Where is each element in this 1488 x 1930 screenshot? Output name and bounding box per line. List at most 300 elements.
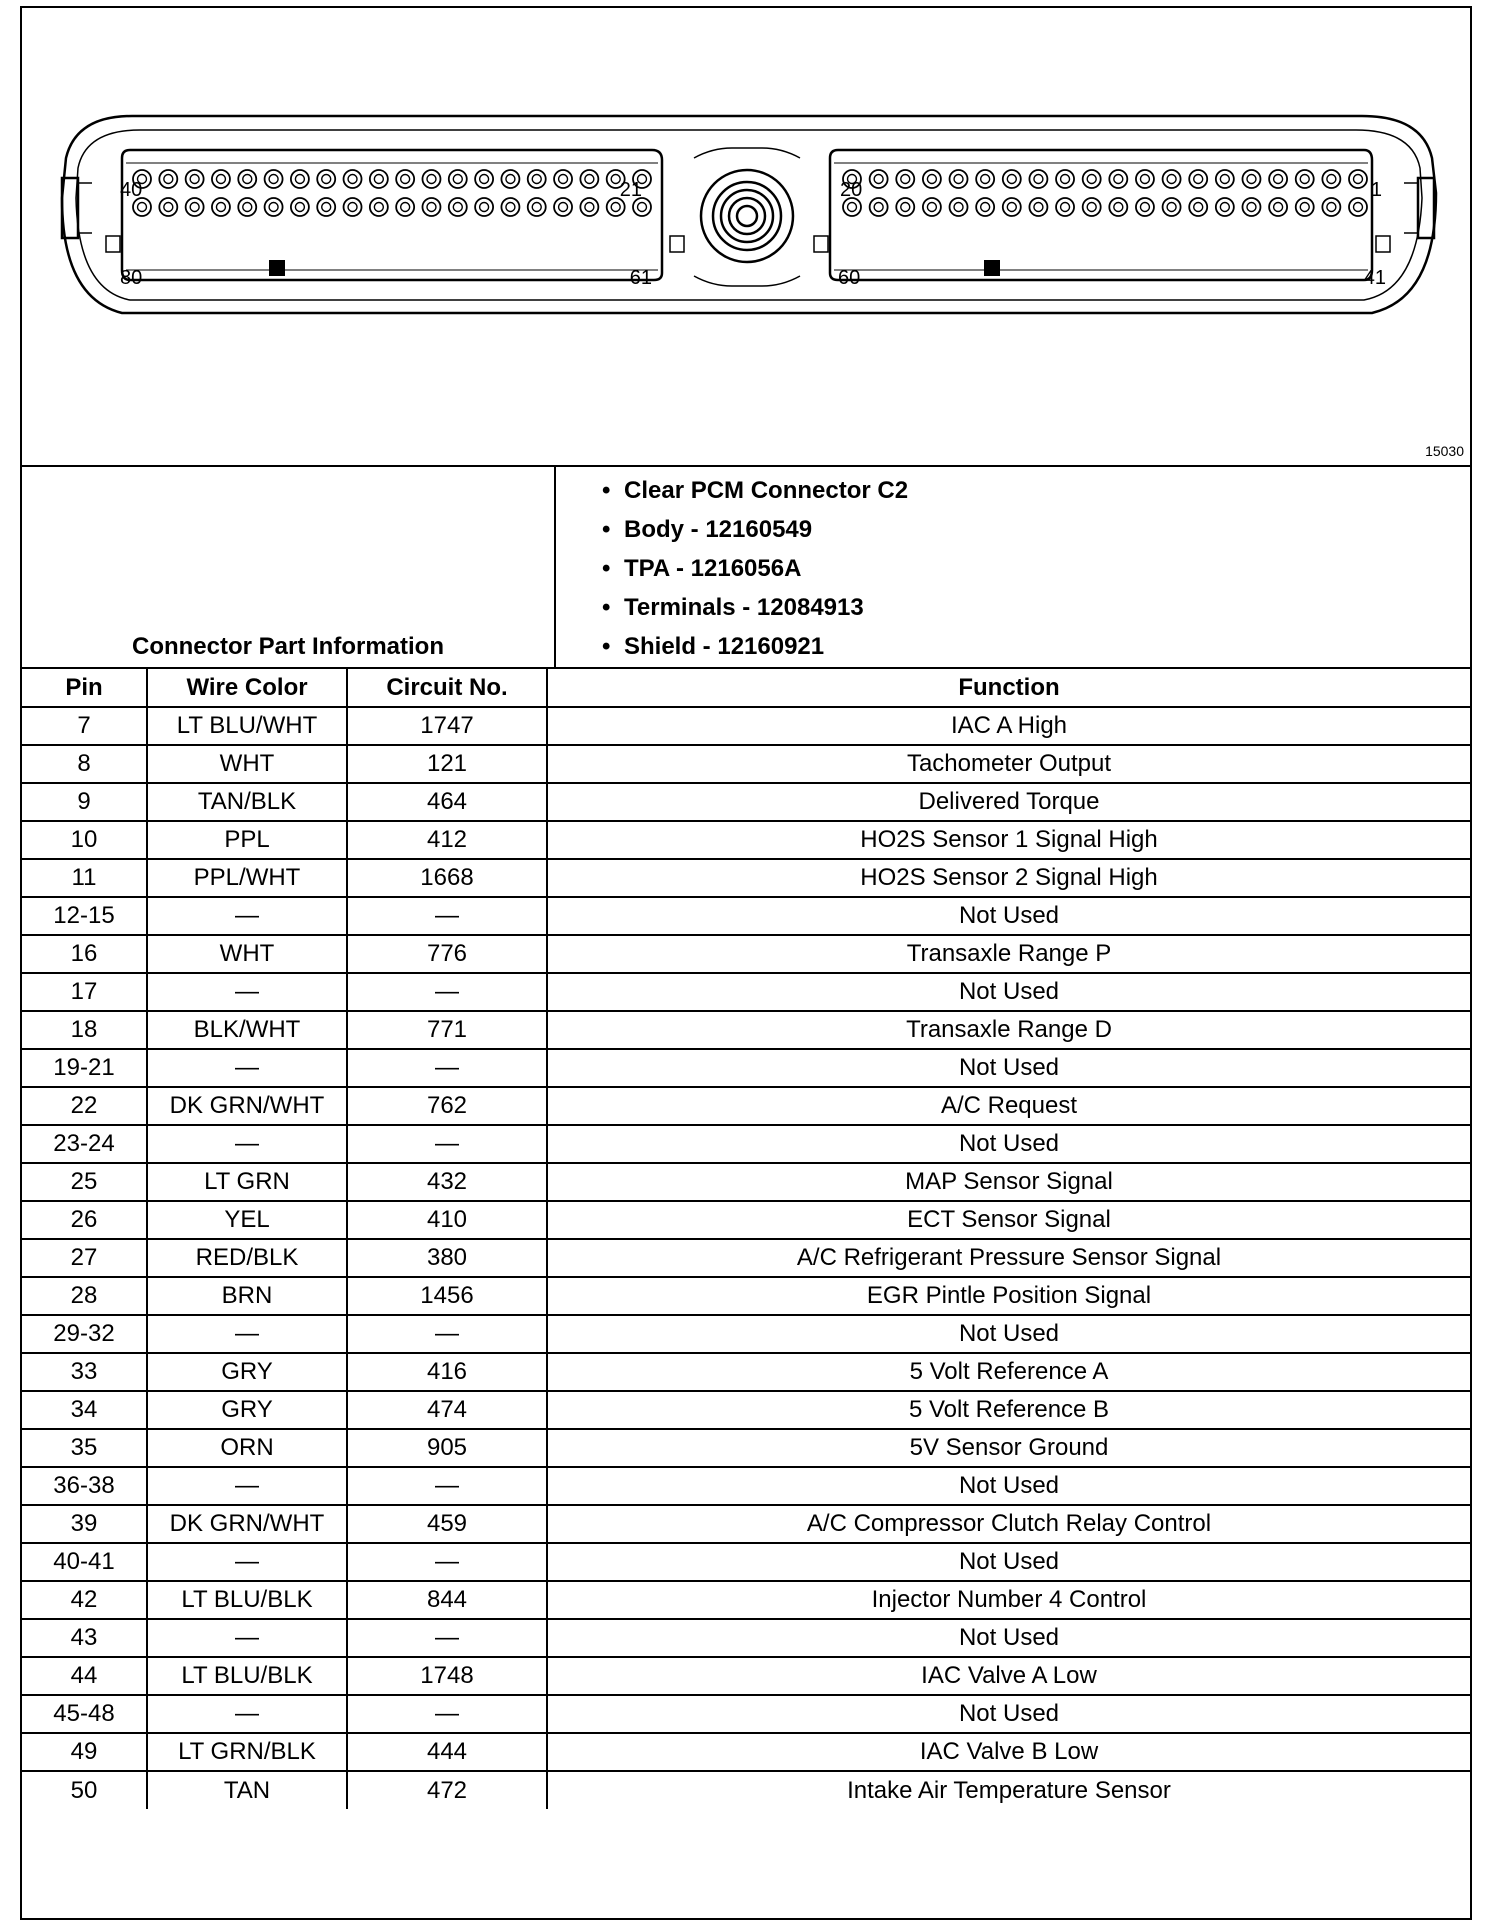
function-cell: Transaxle Range P xyxy=(547,935,1470,973)
table-row xyxy=(22,1353,1470,1391)
table-row xyxy=(22,973,1470,1011)
pin-cavity xyxy=(449,170,467,188)
pin-cavity-inner xyxy=(506,175,515,184)
pin-cavity-inner xyxy=(427,175,436,184)
pin-cavity-inner xyxy=(453,175,462,184)
pin-cell: 12-15 xyxy=(22,897,147,935)
table-row xyxy=(22,1467,1470,1505)
function-cell: 5V Sensor Ground xyxy=(547,1429,1470,1467)
connector-part-information xyxy=(22,467,1470,669)
pin-cavity xyxy=(1349,198,1367,216)
label-cavity-60: 60 xyxy=(838,267,861,289)
function-cell: Transaxle Range D xyxy=(547,1011,1470,1049)
table-row xyxy=(22,821,1470,859)
bullet-icon: • xyxy=(602,555,611,582)
pin-cavity-inner xyxy=(164,175,173,184)
pin-cell: 22 xyxy=(22,1087,147,1125)
function-cell: A/C Request xyxy=(547,1087,1470,1125)
pin-cavity-inner xyxy=(874,175,883,184)
figure-number: 15030 xyxy=(1425,443,1464,459)
function-cell: Not Used xyxy=(547,1315,1470,1353)
pin-cavity-inner xyxy=(506,203,515,212)
circuit-no-cell: 844 xyxy=(347,1581,547,1619)
pin-cavity xyxy=(950,198,968,216)
pin-cavity-inner xyxy=(401,203,410,212)
pin-cavity-inner xyxy=(427,203,436,212)
pin-cavity-inner xyxy=(322,203,331,212)
pin-cell: 33 xyxy=(22,1353,147,1391)
pin-cell: 17 xyxy=(22,973,147,1011)
wire-color-cell: LT GRN/BLK xyxy=(147,1733,347,1771)
pin-cavity xyxy=(265,198,283,216)
pin-cavity-inner xyxy=(901,203,910,212)
pin-cavity xyxy=(449,198,467,216)
pin-cavity-inner xyxy=(532,175,541,184)
pin-cavity xyxy=(950,170,968,188)
pin-cell: 29-32 xyxy=(22,1315,147,1353)
circuit-no-cell: 412 xyxy=(347,821,547,859)
function-cell: Not Used xyxy=(547,1695,1470,1733)
pin-cavity-inner xyxy=(1194,203,1203,212)
pin-cell: 23-24 xyxy=(22,1125,147,1163)
label-cavity-40: 40 xyxy=(120,179,143,201)
pin-cavity-inner xyxy=(1247,203,1256,212)
table-row xyxy=(22,1049,1470,1087)
part-info-text: Body - 12160549 xyxy=(624,516,813,543)
circuit-no-cell: — xyxy=(347,1619,547,1657)
wire-color-cell: GRY xyxy=(147,1353,347,1391)
pin-cavity xyxy=(976,170,994,188)
pin-cavity-inner xyxy=(874,203,883,212)
pin-cavity xyxy=(976,198,994,216)
pin-cavity-inner xyxy=(1247,175,1256,184)
part-info-item xyxy=(602,510,908,549)
wire-color-cell: — xyxy=(147,1695,347,1733)
pin-cavity-inner xyxy=(1220,203,1229,212)
circuit-no-cell: 432 xyxy=(347,1163,547,1201)
pin-cavity xyxy=(1003,198,1021,216)
pin-cavity xyxy=(212,170,230,188)
pin-cell: 18 xyxy=(22,1011,147,1049)
pin-cavity xyxy=(475,198,493,216)
pin-cavity xyxy=(1242,170,1260,188)
pin-cavity-inner xyxy=(480,175,489,184)
circuit-no-cell: — xyxy=(347,897,547,935)
pin-cavity-inner xyxy=(164,203,173,212)
pin-cavity-inner xyxy=(401,175,410,184)
pin-function-table xyxy=(22,669,1470,1809)
pin-cavity xyxy=(580,198,598,216)
pin-cavity-inner xyxy=(981,203,990,212)
pin-cavity xyxy=(1269,198,1287,216)
table-row xyxy=(22,935,1470,973)
pin-cell: 42 xyxy=(22,1581,147,1619)
pin-cell: 9 xyxy=(22,783,147,821)
circuit-no-cell: 1668 xyxy=(347,859,547,897)
circuit-no-cell: 380 xyxy=(347,1239,547,1277)
pin-cavity-inner xyxy=(374,203,383,212)
circuit-no-cell: — xyxy=(347,1467,547,1505)
function-cell: Not Used xyxy=(547,897,1470,935)
header-function: Function xyxy=(547,669,1470,707)
pin-cavity-inner xyxy=(190,175,199,184)
pin-cavity xyxy=(1109,170,1127,188)
pin-cavity xyxy=(370,198,388,216)
pin-cell: 28 xyxy=(22,1277,147,1315)
function-cell: IAC Valve B Low xyxy=(547,1733,1470,1771)
wire-color-cell: BLK/WHT xyxy=(147,1011,347,1049)
circuit-no-cell: 776 xyxy=(347,935,547,973)
function-cell: Not Used xyxy=(547,1049,1470,1087)
pin-cavity-inner xyxy=(1220,175,1229,184)
pin-cavity-inner xyxy=(1300,175,1309,184)
table-row xyxy=(22,1505,1470,1543)
pin-cavity-inner xyxy=(585,203,594,212)
wire-color-cell: RED/BLK xyxy=(147,1239,347,1277)
circuit-no-cell: 762 xyxy=(347,1087,547,1125)
pin-cavity-inner xyxy=(1167,203,1176,212)
table-row xyxy=(22,1201,1470,1239)
pin-cavity-inner xyxy=(1007,203,1016,212)
pin-cell: 7 xyxy=(22,707,147,745)
table-row xyxy=(22,1391,1470,1429)
pin-cavity-inner xyxy=(1167,175,1176,184)
pin-cavity xyxy=(317,170,335,188)
pin-cavity xyxy=(1163,198,1181,216)
pin-cavity-grid xyxy=(133,170,1367,216)
wire-color-cell: TAN/BLK xyxy=(147,783,347,821)
pin-cavity-inner xyxy=(927,175,936,184)
pin-cavity-inner xyxy=(981,175,990,184)
pin-cavity xyxy=(501,170,519,188)
circuit-no-cell: — xyxy=(347,1315,547,1353)
wire-color-cell: BRN xyxy=(147,1277,347,1315)
wire-color-cell: PPL/WHT xyxy=(147,859,347,897)
table-row xyxy=(22,859,1470,897)
pin-cavity xyxy=(1322,198,1340,216)
pin-cell: 50 xyxy=(22,1771,147,1809)
pin-cavity xyxy=(186,198,204,216)
pin-cell: 49 xyxy=(22,1733,147,1771)
table-row xyxy=(22,1125,1470,1163)
pin-cavity-inner xyxy=(1087,175,1096,184)
bullet-icon: • xyxy=(602,477,611,504)
label-cavity-1: 1 xyxy=(1370,179,1382,201)
part-info-item xyxy=(602,471,908,510)
pin-cavity-inner xyxy=(374,175,383,184)
pin-cavity-inner xyxy=(1354,203,1363,212)
pin-cell: 43 xyxy=(22,1619,147,1657)
pin-cavity-inner xyxy=(1274,175,1283,184)
pin-cavity-inner xyxy=(954,203,963,212)
circuit-no-cell: 459 xyxy=(347,1505,547,1543)
pin-cavity-inner xyxy=(243,175,252,184)
document-sheet xyxy=(20,6,1472,1920)
table-row xyxy=(22,1619,1470,1657)
pin-cavity xyxy=(1029,170,1047,188)
pin-cavity-inner xyxy=(190,203,199,212)
circuit-no-cell: 905 xyxy=(347,1429,547,1467)
pin-cell: 44 xyxy=(22,1657,147,1695)
pin-cavity-inner xyxy=(954,175,963,184)
pin-cavity xyxy=(580,170,598,188)
pin-cavity xyxy=(265,170,283,188)
wire-color-cell: — xyxy=(147,973,347,1011)
circuit-no-cell: 121 xyxy=(347,745,547,783)
function-cell: EGR Pintle Position Signal xyxy=(547,1277,1470,1315)
pin-cavity-inner xyxy=(848,203,857,212)
function-cell: Not Used xyxy=(547,973,1470,1011)
pin-cavity-inner xyxy=(216,203,225,212)
circuit-no-cell: 771 xyxy=(347,1011,547,1049)
label-cavity-41: 41 xyxy=(1363,267,1386,289)
part-info-text: Clear PCM Connector C2 xyxy=(624,477,909,504)
pin-cavity xyxy=(344,198,362,216)
pin-cavity xyxy=(238,198,256,216)
pin-cavity-inner xyxy=(1114,175,1123,184)
part-info-text: Terminals - 12084913 xyxy=(624,594,864,621)
pin-cell: 35 xyxy=(22,1429,147,1467)
table-row xyxy=(22,1771,1470,1809)
function-cell: IAC Valve A Low xyxy=(547,1657,1470,1695)
function-cell: IAC A High xyxy=(547,707,1470,745)
circuit-no-cell: 1456 xyxy=(347,1277,547,1315)
pin-cavity xyxy=(238,170,256,188)
pin-cavity xyxy=(870,170,888,188)
label-cavity-61: 61 xyxy=(629,267,652,289)
table-row xyxy=(22,783,1470,821)
circuit-no-cell: 1747 xyxy=(347,707,547,745)
pin-cavity-inner xyxy=(348,175,357,184)
wire-color-cell: LT BLU/WHT xyxy=(147,707,347,745)
wire-color-cell: LT GRN xyxy=(147,1163,347,1201)
table-row xyxy=(22,1239,1470,1277)
pin-cavity xyxy=(1136,198,1154,216)
bullet-icon: • xyxy=(602,594,611,621)
pin-cavity xyxy=(1269,170,1287,188)
pin-cavity xyxy=(554,170,572,188)
connector-face-drawing xyxy=(22,8,1470,465)
table-row xyxy=(22,1733,1470,1771)
function-cell: Tachometer Output xyxy=(547,745,1470,783)
function-cell: A/C Compressor Clutch Relay Control xyxy=(547,1505,1470,1543)
pin-cavity xyxy=(1349,170,1367,188)
function-cell: ECT Sensor Signal xyxy=(547,1201,1470,1239)
table-row xyxy=(22,1429,1470,1467)
pin-cavity-inner xyxy=(1034,175,1043,184)
wire-color-cell: TAN xyxy=(147,1771,347,1809)
pin-cell: 34 xyxy=(22,1391,147,1429)
function-cell: Delivered Torque xyxy=(547,783,1470,821)
wire-color-cell: WHT xyxy=(147,745,347,783)
wire-color-cell: — xyxy=(147,897,347,935)
table-body xyxy=(22,707,1470,1809)
label-cavity-80: 80 xyxy=(120,267,143,289)
pin-cavity xyxy=(422,198,440,216)
function-cell: Not Used xyxy=(547,1467,1470,1505)
pin-cavity-inner xyxy=(1327,203,1336,212)
pin-cavity-inner xyxy=(348,203,357,212)
pin-cavity xyxy=(422,170,440,188)
wire-color-cell: LT BLU/BLK xyxy=(147,1581,347,1619)
bullet-icon: • xyxy=(602,633,611,660)
pin-cavity xyxy=(1216,170,1234,188)
part-info-item xyxy=(602,549,908,588)
header-circuit-no: Circuit No. xyxy=(347,669,547,707)
pin-cavity xyxy=(344,170,362,188)
pin-cavity xyxy=(1136,170,1154,188)
table-row xyxy=(22,1695,1470,1733)
key-mark-left xyxy=(269,260,285,276)
pin-cavity-inner xyxy=(269,175,278,184)
pin-cavity xyxy=(1083,198,1101,216)
pin-cavity xyxy=(923,170,941,188)
pin-cavity-inner xyxy=(1114,203,1123,212)
circuit-no-cell: 410 xyxy=(347,1201,547,1239)
pin-cavity xyxy=(1109,198,1127,216)
pin-cavity xyxy=(896,170,914,188)
table-row xyxy=(22,1581,1470,1619)
pin-cell: 11 xyxy=(22,859,147,897)
pin-cavity xyxy=(554,198,572,216)
part-info-text: TPA - 1216056A xyxy=(624,555,802,582)
label-cavity-21: 21 xyxy=(619,179,642,201)
function-cell: Injector Number 4 Control xyxy=(547,1581,1470,1619)
pin-cavity-inner xyxy=(532,203,541,212)
header-wire-color: Wire Color xyxy=(147,669,347,707)
pin-cell: 19-21 xyxy=(22,1049,147,1087)
pin-cavity xyxy=(870,198,888,216)
function-cell: Intake Air Temperature Sensor xyxy=(547,1771,1470,1809)
pin-cavity-inner xyxy=(295,175,304,184)
pin-cavity xyxy=(1029,198,1047,216)
pin-cavity xyxy=(396,170,414,188)
connector-diagram xyxy=(22,8,1470,467)
pin-cell: 16 xyxy=(22,935,147,973)
function-cell: 5 Volt Reference A xyxy=(547,1353,1470,1391)
pin-cavity-inner xyxy=(1300,203,1309,212)
function-cell: Not Used xyxy=(547,1543,1470,1581)
table-row xyxy=(22,1543,1470,1581)
pin-cavity xyxy=(159,198,177,216)
pin-cavity-inner xyxy=(480,203,489,212)
pin-cavity-inner xyxy=(1140,175,1149,184)
table-header-row xyxy=(22,669,1470,707)
pin-cavity-inner xyxy=(1034,203,1043,212)
wire-color-cell: — xyxy=(147,1619,347,1657)
pin-cavity xyxy=(528,198,546,216)
pin-cavity-inner xyxy=(927,203,936,212)
pin-cell: 8 xyxy=(22,745,147,783)
part-info-item xyxy=(602,627,908,666)
circuit-no-cell: — xyxy=(347,1695,547,1733)
bullet-icon: • xyxy=(602,516,611,543)
circuit-no-cell: — xyxy=(347,1125,547,1163)
circuit-no-cell: 474 xyxy=(347,1391,547,1429)
circuit-no-cell: — xyxy=(347,973,547,1011)
pin-cell: 39 xyxy=(22,1505,147,1543)
pin-cavity-inner xyxy=(638,203,647,212)
circuit-no-cell: — xyxy=(347,1049,547,1087)
pin-cavity xyxy=(1242,198,1260,216)
table-row xyxy=(22,1657,1470,1695)
wire-color-cell: — xyxy=(147,1467,347,1505)
part-info-item xyxy=(602,588,908,627)
circuit-no-cell: 444 xyxy=(347,1733,547,1771)
pin-cavity-inner xyxy=(559,203,568,212)
table-row xyxy=(22,1163,1470,1201)
pin-cavity xyxy=(1163,170,1181,188)
label-cavity-20: 20 xyxy=(840,179,863,201)
table-row xyxy=(22,1315,1470,1353)
table-row xyxy=(22,707,1470,745)
pin-cavity-inner xyxy=(295,203,304,212)
pin-cavity-inner xyxy=(269,203,278,212)
table-row xyxy=(22,1011,1470,1049)
wire-color-cell: — xyxy=(147,1315,347,1353)
info-title: Connector Part Information xyxy=(131,633,444,660)
pin-cell: 10 xyxy=(22,821,147,859)
pin-cavity xyxy=(1189,170,1207,188)
part-info-list xyxy=(602,471,908,666)
wire-color-cell: ORN xyxy=(147,1429,347,1467)
pin-cavity xyxy=(896,198,914,216)
pin-cavity xyxy=(1296,198,1314,216)
table-row xyxy=(22,1087,1470,1125)
function-cell: HO2S Sensor 2 Signal High xyxy=(547,859,1470,897)
pin-cavity-inner xyxy=(138,203,147,212)
pin-cavity-inner xyxy=(216,175,225,184)
pin-cavity xyxy=(1189,198,1207,216)
pin-cell: 40-41 xyxy=(22,1543,147,1581)
circuit-no-cell: — xyxy=(347,1543,547,1581)
wire-color-cell: LT BLU/BLK xyxy=(147,1657,347,1695)
pin-cell: 36-38 xyxy=(22,1467,147,1505)
pin-cell: 26 xyxy=(22,1201,147,1239)
pin-cavity-inner xyxy=(1087,203,1096,212)
part-info-text: Shield - 12160921 xyxy=(624,633,825,660)
wire-color-cell: WHT xyxy=(147,935,347,973)
pin-cavity-inner xyxy=(1327,175,1336,184)
pin-cavity xyxy=(1296,170,1314,188)
function-cell: MAP Sensor Signal xyxy=(547,1163,1470,1201)
pin-cavity xyxy=(1083,170,1101,188)
wire-color-cell: PPL xyxy=(147,821,347,859)
pin-cavity-inner xyxy=(243,203,252,212)
wire-color-cell: DK GRN/WHT xyxy=(147,1505,347,1543)
pin-cavity-inner xyxy=(1354,175,1363,184)
key-mark-right xyxy=(984,260,1000,276)
pin-cavity-inner xyxy=(1274,203,1283,212)
pin-cavity xyxy=(1322,170,1340,188)
pin-cavity xyxy=(186,170,204,188)
circuit-no-cell: 416 xyxy=(347,1353,547,1391)
pin-cavity-inner xyxy=(453,203,462,212)
pin-cavity-inner xyxy=(1194,175,1203,184)
pin-cell: 45-48 xyxy=(22,1695,147,1733)
function-cell: A/C Refrigerant Pressure Sensor Signal xyxy=(547,1239,1470,1277)
pin-cavity xyxy=(528,170,546,188)
circuit-no-cell: 1748 xyxy=(347,1657,547,1695)
function-cell: Not Used xyxy=(547,1125,1470,1163)
function-cell: 5 Volt Reference B xyxy=(547,1391,1470,1429)
pin-cavity-inner xyxy=(585,175,594,184)
table-row xyxy=(22,1277,1470,1315)
function-cell: Not Used xyxy=(547,1619,1470,1657)
pin-cavity xyxy=(212,198,230,216)
wire-color-cell: — xyxy=(147,1049,347,1087)
pin-cavity xyxy=(1216,198,1234,216)
